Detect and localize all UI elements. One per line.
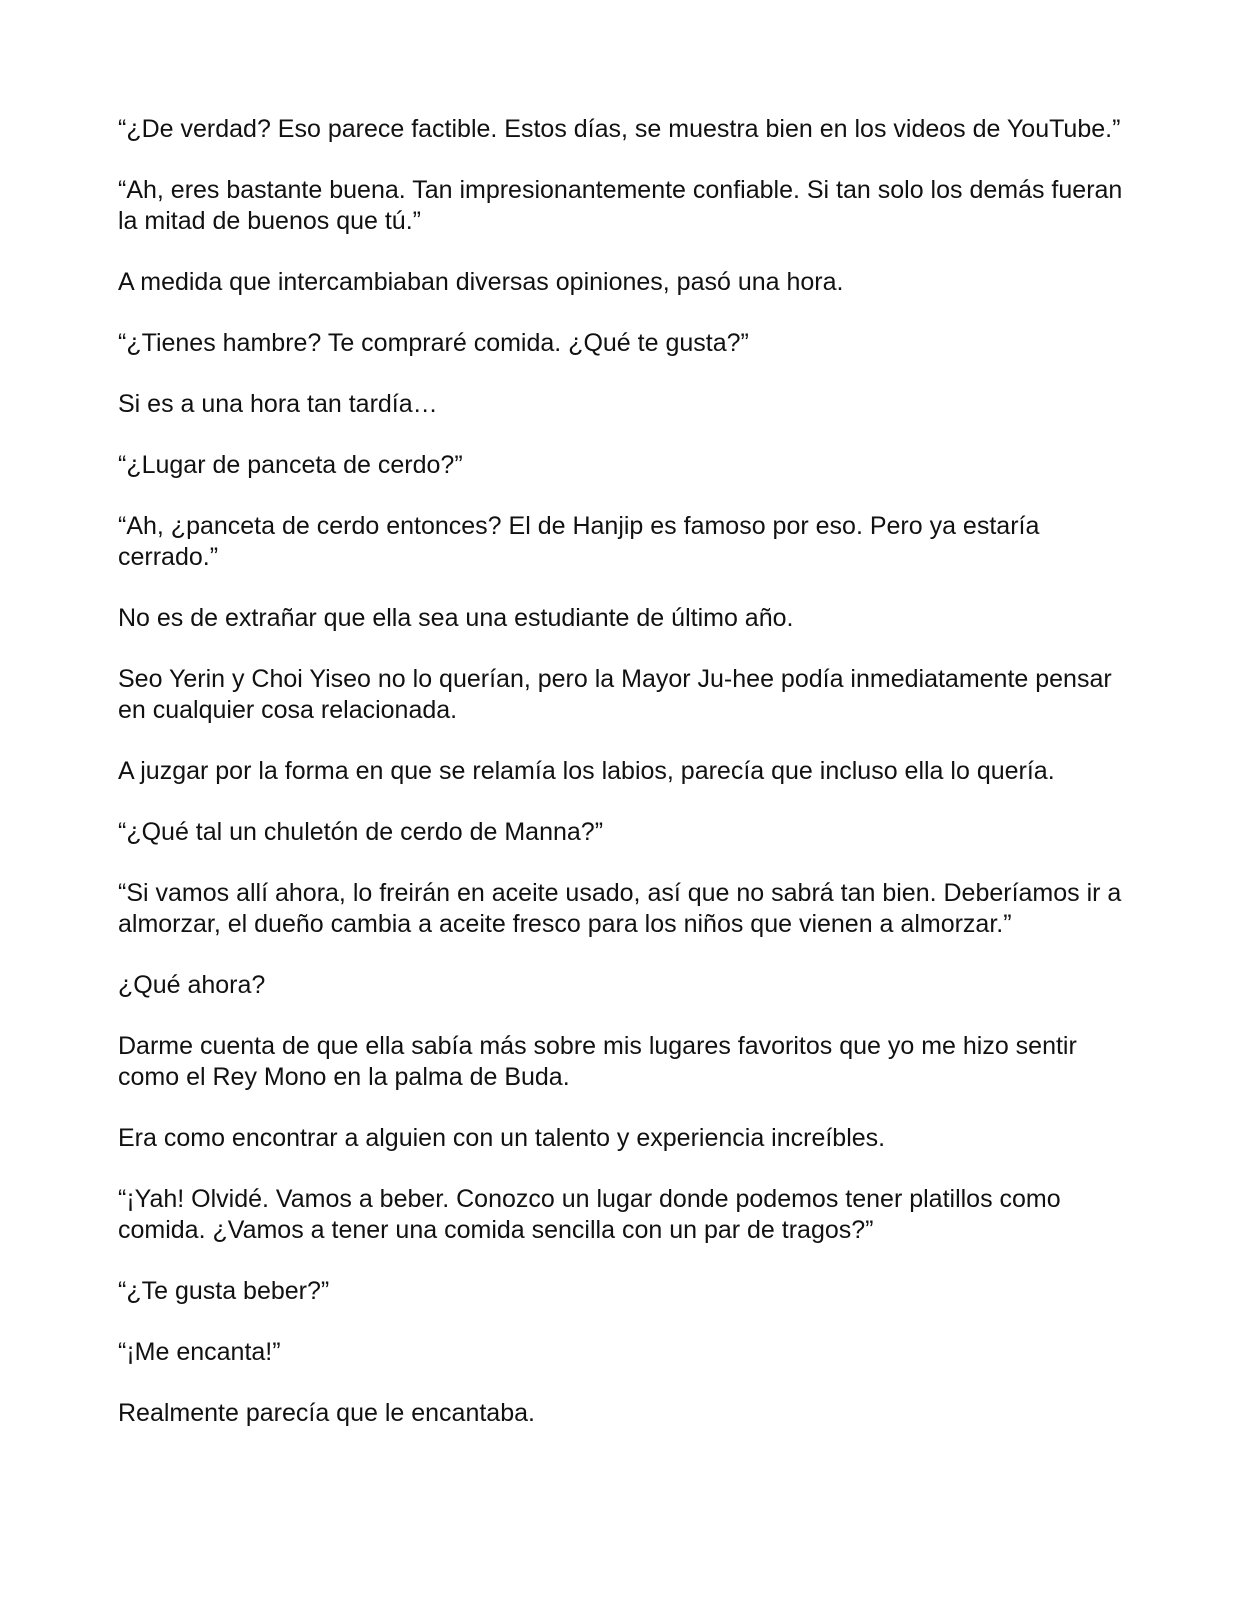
paragraph: “¿Tienes hambre? Te compraré comida. ¿Qué te gusta?”: [118, 329, 749, 357]
paragraph: Era como encontrar a alguien con un talento y experiencia increíbles.: [118, 1124, 886, 1152]
paragraph: “Ah, eres bastante buena. Tan impresionantemente confiable. Si tan solo los demás fueran la mitad de buenos que tú.”: [118, 176, 1123, 235]
paragraph: “¡Yah! Olvidé. Vamos a beber. Conozco un lugar donde podemos tener platillos como comida. ¿Vamos a tener una comida sencilla con un par de tragos?”: [118, 1185, 1061, 1244]
paragraph: Si es a una hora tan tardía…: [118, 390, 438, 418]
paragraph: Realmente parecía que le encantaba.: [118, 1399, 535, 1427]
paragraph: A juzgar por la forma en que se relamía los labios, parecía que incluso ella lo quería.: [118, 757, 1055, 785]
paragraph: “¿Qué tal un chuletón de cerdo de Manna?”: [118, 818, 604, 846]
paragraph: “Si vamos allí ahora, lo freirán en aceite usado, así que no sabrá tan bien. Deberíamos ir a almorzar, el dueño cambia a aceite fresco para los niños que vienen a almorzar.”: [118, 879, 1122, 938]
paragraph: Darme cuenta de que ella sabía más sobre mis lugares favoritos que yo me hizo sentir como el Rey Mono en la palma de Buda.: [118, 1032, 1077, 1091]
paragraph: “¿Lugar de panceta de cerdo?”: [118, 451, 463, 479]
paragraph: “Ah, ¿panceta de cerdo entonces? El de Hanjip es famoso por eso. Pero ya estaría cerrado.”: [118, 512, 1040, 571]
paragraph: Seo Yerin y Choi Yiseo no lo querían, pero la Mayor Ju-hee podía inmediatamente pensar en cualquier cosa relacionada.: [118, 665, 1112, 724]
paragraph: A medida que intercambiaban diversas opiniones, pasó una hora.: [118, 268, 844, 296]
paragraph: No es de extrañar que ella sea una estudiante de último año.: [118, 604, 794, 632]
paragraph: “¿Te gusta beber?”: [118, 1277, 330, 1305]
paragraph: “¡Me encanta!”: [118, 1338, 281, 1366]
paragraph: ¿Qué ahora?: [118, 971, 266, 999]
paragraph: “¿De verdad? Eso parece factible. Estos días, se muestra bien en los videos de YouTube.”: [118, 115, 1121, 143]
document-body: [118, 114, 1128, 1459]
